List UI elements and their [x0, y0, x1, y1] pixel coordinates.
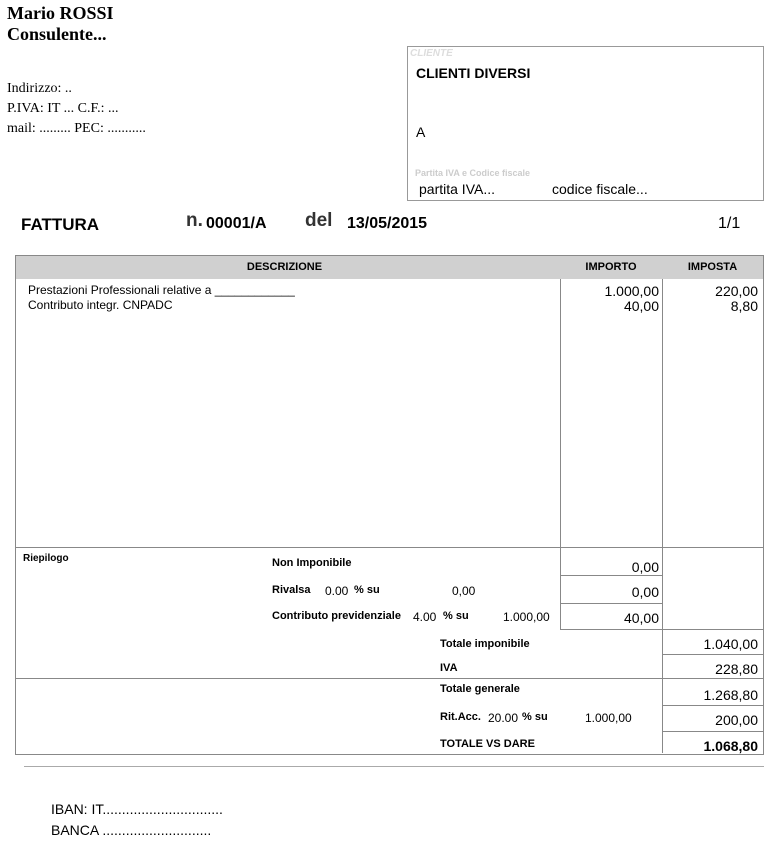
contrib-label: Contributo previdenziale [272, 610, 401, 622]
row-tax: 220,00 [715, 283, 758, 299]
invoice-date: 13/05/2015 [347, 215, 428, 232]
contrib-base: 1.000,00 [503, 610, 550, 624]
contrib-value: 40,00 [623, 610, 659, 626]
client-vat: partita IVA... [419, 181, 495, 197]
issuer-vat: P.IVA: IT ... C.F.: ... [7, 101, 119, 116]
table-row [28, 283, 295, 313]
invoice-date-label: del [305, 210, 333, 231]
non-taxable-value: 0,00 [631, 559, 659, 575]
invoice-number: 00001/A [206, 215, 267, 232]
withholding-base: 1.000,00 [585, 711, 632, 725]
header-amount: IMPORTO [585, 261, 637, 273]
vat-value: 228,80 [715, 661, 758, 677]
rivalsa-value: 0,00 [631, 584, 659, 600]
withholding-pct: 20.00 [488, 711, 519, 725]
row-amount: 40,00 [623, 298, 659, 314]
row-description: Contributo integr. CNPADC [28, 298, 173, 312]
due-value: 1.068,80 [703, 738, 758, 754]
page-number: 1/1 [718, 215, 741, 232]
invoice-type: FATTURA [21, 215, 100, 234]
contrib-pct: 4.00 [413, 610, 437, 624]
client-name: CLIENTI DIVERSI [416, 65, 531, 81]
bank: BANCA ............................ [51, 822, 212, 838]
issuer-title: Consulente... [7, 24, 107, 44]
row-description: Prestazioni Professionali relative a ____________ [28, 283, 295, 297]
row-tax: 8,80 [730, 298, 758, 314]
grand-total-label: Totale generale [440, 683, 520, 695]
withholding-su: % su [522, 711, 548, 723]
contrib-su: % su [443, 610, 469, 622]
client-box-label: CLIENTE [410, 48, 453, 59]
header-tax: IMPOSTA [687, 261, 738, 273]
iban: IBAN: IT............................... [51, 801, 223, 817]
client-fiscal-code: codice fiscale... [552, 181, 648, 197]
rivalsa-base: 0,00 [452, 584, 476, 598]
client-box [407, 46, 764, 201]
issuer-address: Indirizzo: .. [7, 81, 72, 96]
row-amount: 1.000,00 [604, 283, 659, 299]
header-description: DESCRIZIONE [246, 261, 323, 273]
due-label: TOTALE VS DARE [440, 738, 535, 750]
issuer-name: Mario ROSSI [7, 3, 114, 23]
client-tax-label: Partita IVA e Codice fiscale [415, 168, 531, 178]
vat-label: IVA [440, 662, 458, 674]
rivalsa-pct: 0.00 [325, 584, 349, 598]
summary-label: Riepilogo [23, 553, 69, 564]
grand-total-value: 1.268,80 [703, 687, 758, 703]
issuer-contacts: mail: ......... PEC: ........... [7, 121, 146, 136]
invoice-table [15, 255, 764, 755]
invoice-number-label: n. [186, 210, 203, 231]
client-line: A [416, 124, 426, 140]
taxable-total-value: 1.040,00 [703, 636, 758, 652]
rivalsa-su: % su [354, 584, 380, 596]
non-taxable-label: Non Imponibile [272, 557, 352, 569]
withholding-label: Rit.Acc. [440, 711, 481, 723]
withholding-value: 200,00 [715, 712, 758, 728]
rivalsa-label: Rivalsa [272, 584, 311, 596]
footer-divider [24, 766, 764, 767]
taxable-total-label: Totale imponibile [440, 638, 530, 650]
